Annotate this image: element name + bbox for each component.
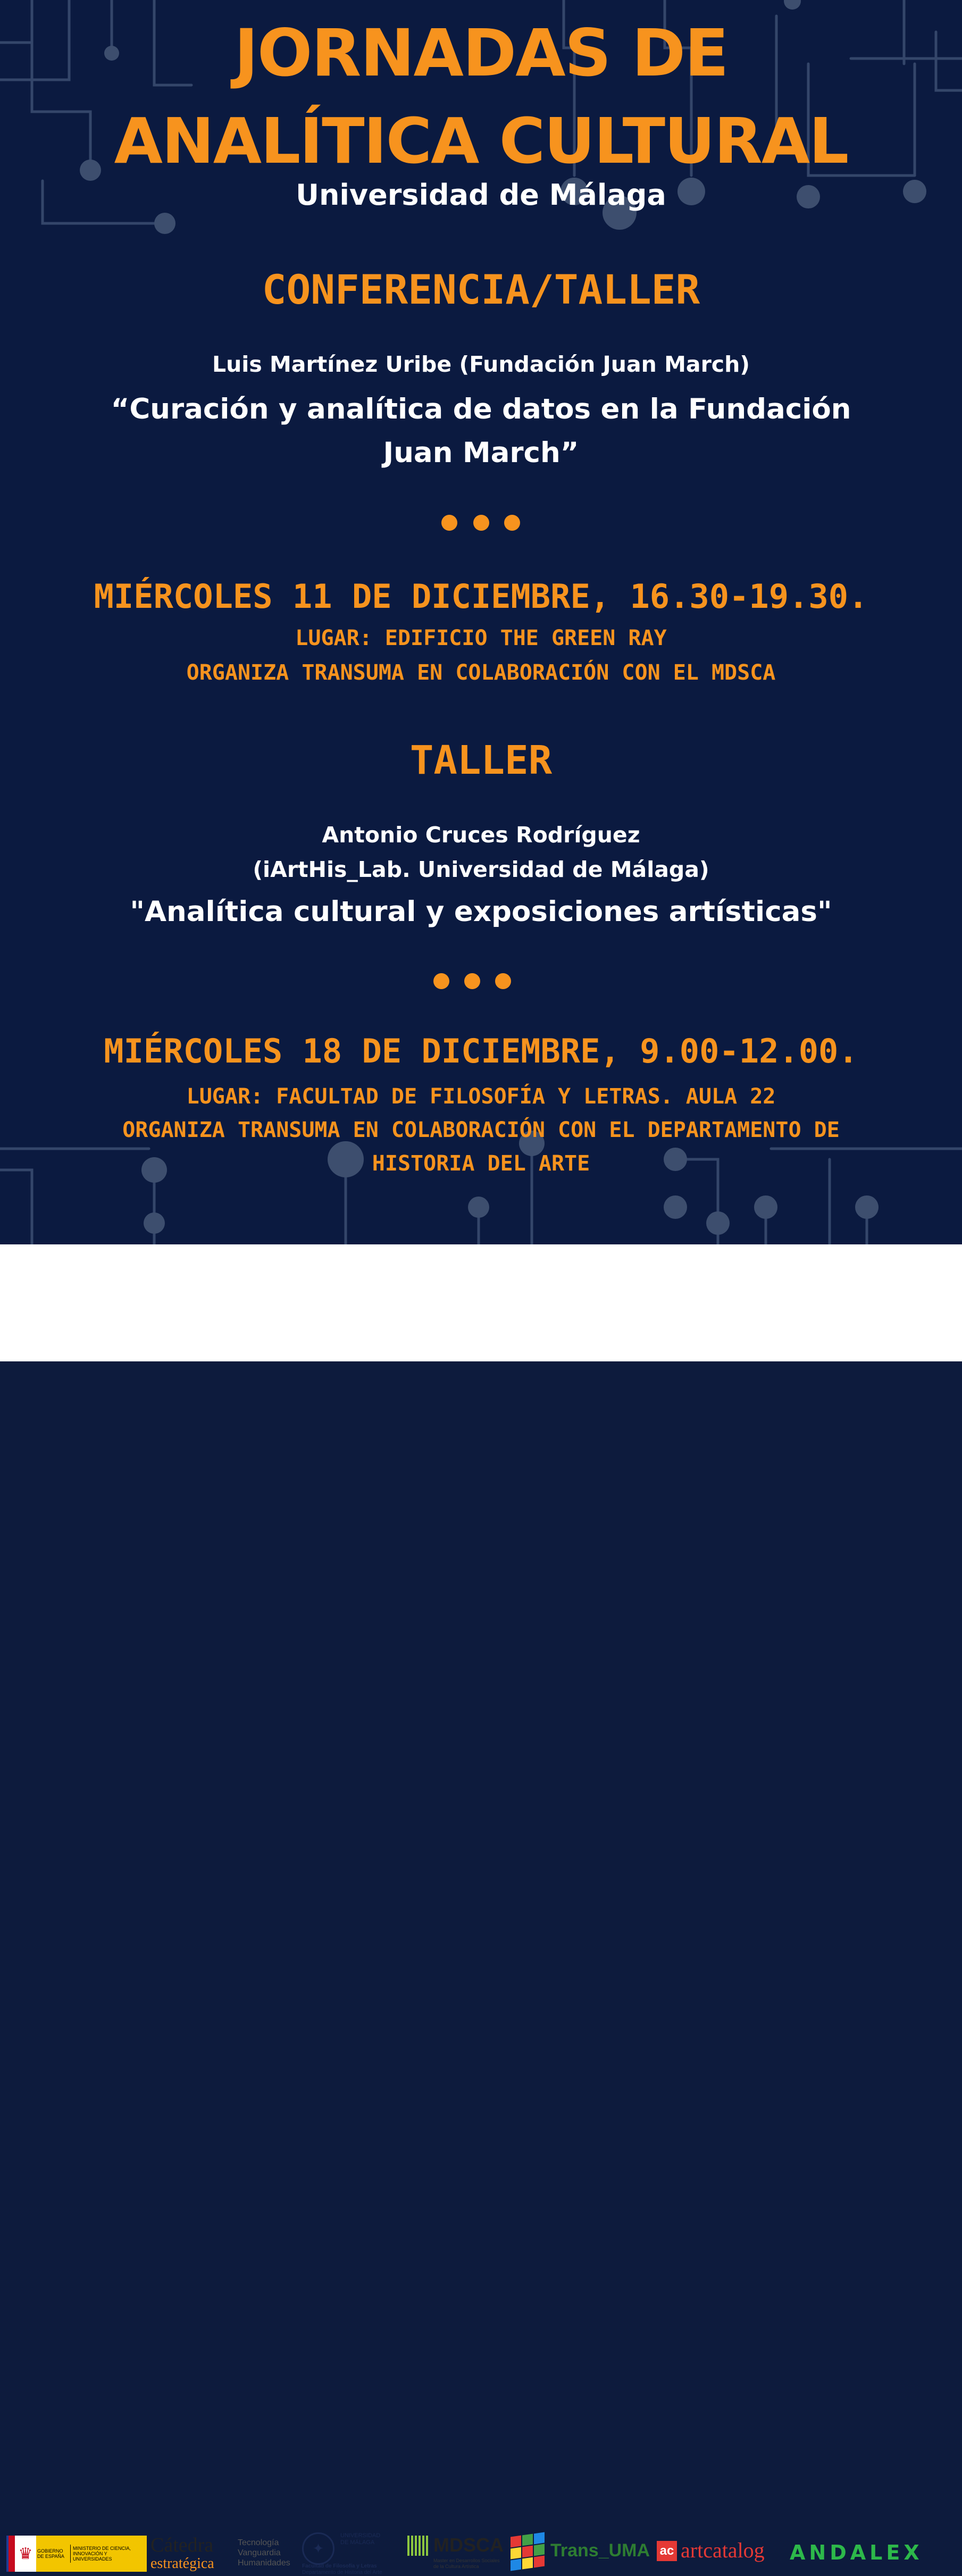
sponsor-footer xyxy=(0,1244,962,2575)
poster xyxy=(0,0,962,1244)
circuit-node xyxy=(154,213,175,234)
separator-dot xyxy=(495,973,511,989)
eu-flag-stripe xyxy=(6,2536,9,2572)
circuit-node xyxy=(855,1195,879,1219)
catedra-text: Cátedra xyxy=(150,2534,214,2556)
title-line-2: ANALÍTICA CULTURAL xyxy=(114,104,848,178)
artcatalog-text: artcatalog xyxy=(681,2538,765,2562)
circuit-trace xyxy=(0,1170,32,1244)
tvh-logo xyxy=(238,2538,299,2568)
event1-speaker: Luis Martínez Uribe (Fundación Juan March) xyxy=(212,352,750,377)
event1-place: LUGAR: EDIFICIO THE GREEN RAY xyxy=(295,626,667,650)
title-line-1: JORNADAS DE xyxy=(234,15,728,91)
event1-talk-line1: “Curación y analítica de datos en la Fundación xyxy=(111,393,851,425)
circuit-node xyxy=(706,1211,730,1235)
mdsca-sub1: Master en Desarrollos Sociales xyxy=(433,2558,500,2563)
transuma-text: Trans_UMA xyxy=(550,2540,650,2561)
flag-stripe xyxy=(9,2536,15,2572)
gobierno-logo xyxy=(9,2536,147,2572)
circuit-node xyxy=(468,1197,489,1218)
uma-seal-icon: ✦ xyxy=(302,2532,334,2565)
separator-dot xyxy=(464,973,480,989)
transuma-cube-icon xyxy=(511,2532,545,2571)
event2-speaker-line2: (iArtHis_Lab. Universidad de Málaga) xyxy=(253,857,709,882)
event2-speaker-line1: Antonio Cruces Rodríguez xyxy=(322,822,640,848)
event1-organizer: ORGANIZA TRANSUMA EN COLABORACIÓN CON EL MDSCA xyxy=(186,660,776,685)
event2-date: MIÉRCOLES 18 DE DICIEMBRE, 9.00-12.00. xyxy=(104,1032,858,1070)
uma-line3: Facultad de Filosofía y Letras xyxy=(302,2563,377,2569)
ministerio-text: MINISTERIO DE CIENCIA, INNOVACIÓN Y UNIVERSIDADES xyxy=(70,2545,147,2563)
event2-organizer-line1: ORGANIZA TRANSUMA EN COLABORACIÓN CON EL DEPARTAMENTO DE xyxy=(122,1118,840,1142)
uma-line1: UNIVERSIDAD xyxy=(340,2532,381,2539)
uma-name xyxy=(340,2532,383,2546)
tvh-line2: Vanguardia xyxy=(238,2548,281,2557)
tvh-line3: Humanidades xyxy=(238,2558,290,2567)
event2-place: LUGAR: FACULTAD DE FILOSOFÍA Y LETRAS. AULA 22 xyxy=(186,1084,776,1109)
mdsca-bars-icon xyxy=(407,2536,428,2556)
ac-icon: ac xyxy=(657,2541,677,2561)
event2-type: TALLER xyxy=(409,738,553,783)
mdsca-sub xyxy=(433,2558,508,2570)
uma-line4: Departamento de Historia del Arte xyxy=(302,2570,382,2575)
separator-dot xyxy=(441,515,457,531)
event2-organizer-line2: HISTORIA DEL ARTE xyxy=(372,1151,590,1176)
catedra-logo xyxy=(150,2535,230,2572)
separator-dot xyxy=(504,515,520,531)
uma-faculty xyxy=(302,2563,392,2576)
catedra-sub: estratégica xyxy=(150,2555,214,2572)
event1-talk-line2: Juan March” xyxy=(383,437,579,469)
event1-date: MIÉRCOLES 11 DE DICIEMBRE, 16.30-19.30. xyxy=(94,577,868,616)
circuit-node xyxy=(784,0,801,10)
tvh-line1: Tecnología xyxy=(238,2538,279,2547)
gobierno-text: GOBIERNO DE ESPAÑA xyxy=(37,2548,64,2559)
event1-type: CONFERENCIA/TALLER xyxy=(262,266,700,313)
separator-dot xyxy=(433,973,449,989)
mdsca-sub2: de la Cultura Artística xyxy=(433,2564,479,2569)
uma-line2: DE MÁLAGA xyxy=(340,2539,375,2546)
andalex-text: ANDALEX xyxy=(790,2541,923,2564)
separator-dot xyxy=(473,515,489,531)
circuit-node xyxy=(144,1212,165,1234)
circuit-node xyxy=(664,1195,687,1219)
subtitle: Universidad de Málaga xyxy=(296,178,666,212)
event2-talk: "Analítica cultural y exposiciones artísticas" xyxy=(130,896,832,928)
circuit-node xyxy=(754,1195,777,1219)
coat-of-arms-icon: ♛ xyxy=(15,2536,36,2572)
mdsca-text: MDSCA xyxy=(433,2534,504,2556)
